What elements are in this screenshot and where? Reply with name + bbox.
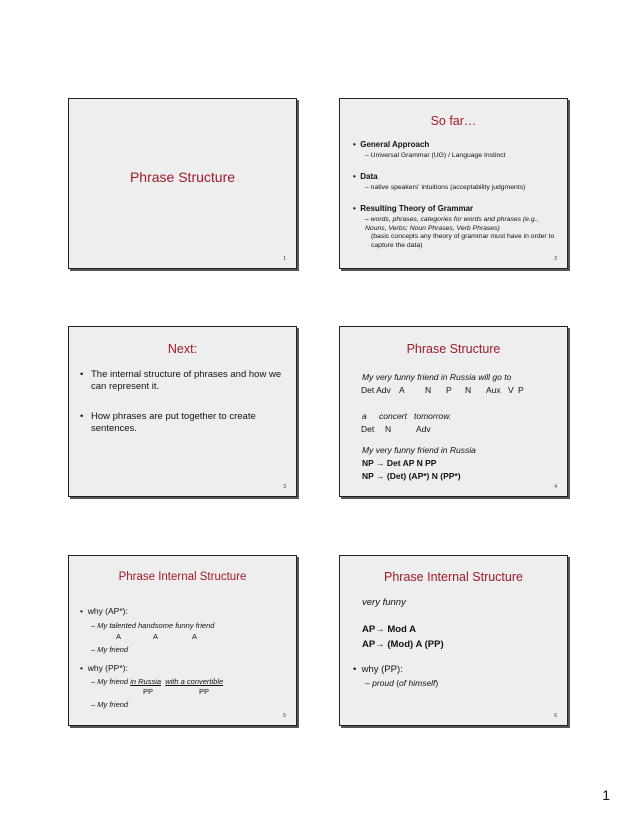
tag: A [192,632,198,641]
tag: N [425,385,432,395]
sub-example: – My friend [91,645,129,654]
slide-4 [339,326,568,497]
rule: AP→ Mod A [362,624,417,635]
slide-title: Phrase Structure [129,169,236,185]
bullet: • why (AP*): [80,606,128,616]
example-phrase: My very funny friend in Russia [362,445,476,455]
slide-2 [339,98,568,269]
bullet-dot: • [80,369,84,380]
bullet-text: The internal structure of phrases and how we can represent it. [91,369,282,392]
tag: Det Adv [361,385,391,395]
slide-number: 6 [554,713,557,719]
slide-number: 3 [283,484,286,490]
tag: PP [143,687,154,696]
tag: Adv [416,424,431,434]
tag: A [116,632,122,641]
rule: AP→ (Mod) A (PP) [362,639,444,650]
sub-bullet-note: (basic concepts any theory of grammar must have in order to capture the data) [371,233,555,249]
tag: P [446,385,452,395]
example-word: a [362,411,367,421]
slide-title: Phrase Internal Structure [384,570,523,584]
tag: Aux [486,385,501,395]
bullet-data: • Data [353,172,378,181]
sub-bullet-italic: – words, phrases, categories for words and phrases (e.g., Nouns, Verbs; Noun Phrases, Verb Phrases) [365,216,539,232]
slide-title: Phrase Structure [406,342,501,356]
bullet-dot: • [80,411,84,422]
slide-number: 2 [554,256,557,262]
bullet-general-approach: • General Approach [353,140,430,149]
tag: PP [199,687,210,696]
example-word: concert [379,411,407,421]
sub-bullet: – Universal Grammar (UG) / Language Instinct [365,152,506,159]
bullet-resulting-theory: • Resulting Theory of Grammar [353,204,474,213]
sub-bullet: – native speakers' intuitions (acceptability judgments) [365,184,526,191]
tag: V [508,385,514,395]
slide-title: So far… [430,114,477,128]
tag: N [385,424,392,434]
tag: A [399,385,405,395]
sub-example: – My friend [91,700,129,709]
tag: N [465,385,472,395]
sub-example: – My friend in Russia with a convertible [91,677,224,686]
slide-number: 5 [283,713,286,719]
sub-example: – proud (of himself) [365,678,439,688]
bullet: • why (PP): [353,664,403,675]
slide-title: Next: [167,342,198,356]
page-number: 1 [602,787,610,803]
example-sentence: My very funny friend in Russia will go to [362,372,512,382]
slide-1 [68,98,297,269]
rule: NP → Det AP N PP [362,458,437,468]
slide-number: 1 [283,256,286,262]
slide-6 [339,555,568,726]
tag: Det [361,424,375,434]
example-word: tomorrow. [414,411,452,421]
slide-5 [68,555,297,726]
slide-title: Phrase Internal Structure [118,571,247,583]
tag: P [518,385,524,395]
example-phrase: very funny [362,597,406,608]
sub-example: – My talented handsome funny friend [91,621,215,630]
tag: A [153,632,159,641]
rule: NP → (Det) (AP*) N (PP*) [362,471,461,481]
bullet-text: How phrases are put together to create sentences. [91,411,256,434]
bullet: • why (PP*): [80,663,128,673]
slide-3 [68,326,297,497]
slide-number: 4 [554,484,557,490]
